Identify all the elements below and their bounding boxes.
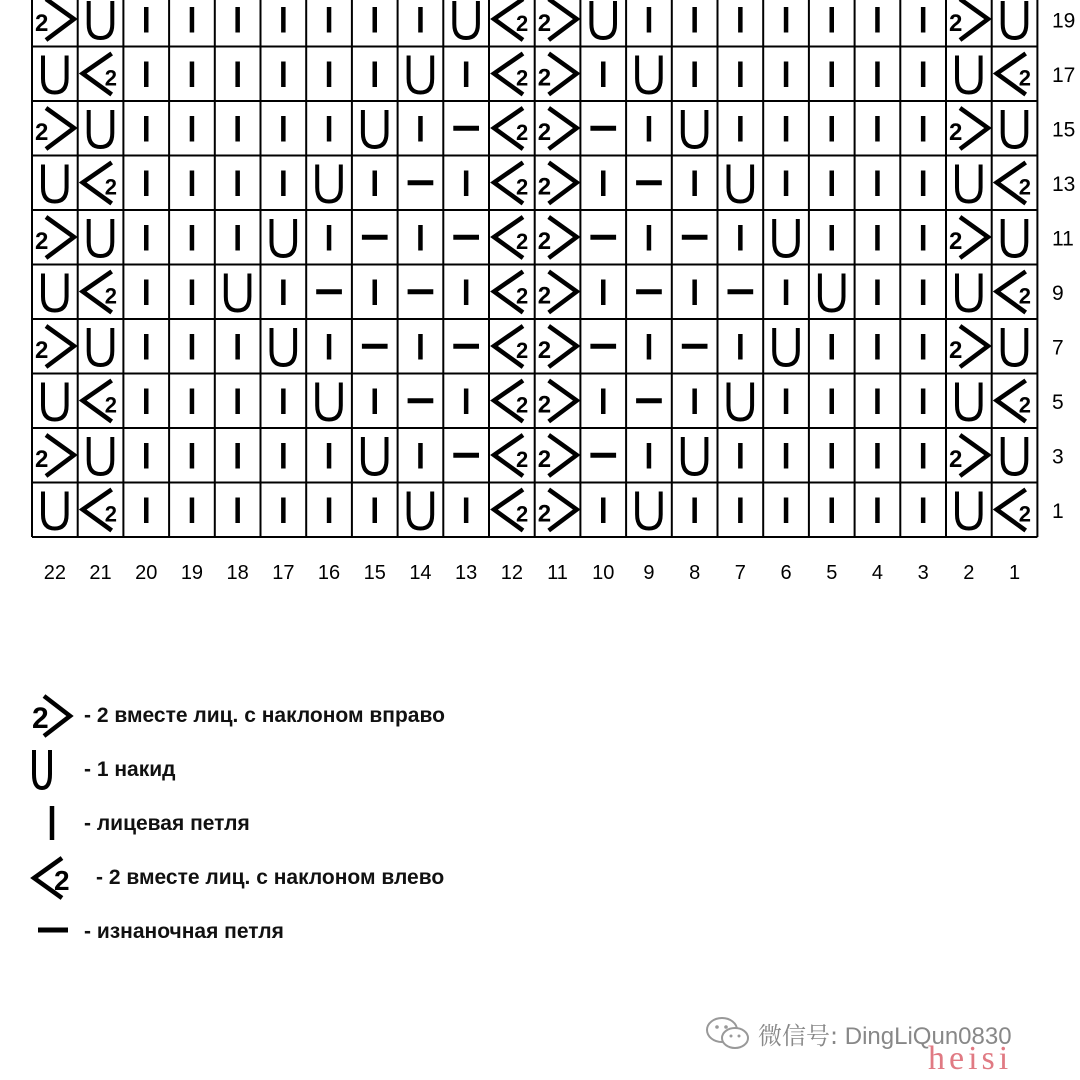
yarn-over-stroke [637, 492, 661, 529]
left-slant-dec-icon [83, 163, 117, 204]
right-slant-dec-icon [35, 435, 74, 476]
legend [28, 690, 728, 960]
right-slant-stroke [960, 217, 988, 258]
column-label: 7 [734, 562, 746, 584]
yarn-over-stroke [683, 110, 707, 147]
yarn-over-icon [957, 165, 981, 202]
yarn-over-icon [957, 492, 981, 529]
column-label: 8 [689, 562, 701, 584]
decrease-digit: 2 [35, 119, 49, 146]
right-slant-dec-icon [35, 326, 74, 367]
legend-item [28, 906, 728, 960]
yarn-over-stroke [957, 492, 981, 529]
left-slant-dec-icon [83, 54, 117, 95]
column-label: 9 [643, 562, 655, 584]
yarn-over-stroke [89, 219, 113, 256]
column-label: 11 [547, 562, 568, 584]
right-slant-stroke [960, 0, 988, 40]
decrease-digit: 2 [516, 120, 529, 145]
decrease-digit: 2 [104, 283, 117, 309]
yarn-over-icon [272, 219, 296, 256]
right-slant-dec-icon [538, 217, 577, 258]
yarn-over-icon [820, 274, 844, 311]
row-label: 1 [1052, 499, 1064, 523]
yarn-over-stroke [226, 274, 250, 311]
yarn-over-stroke [729, 383, 753, 420]
left-slant-dec-icon [494, 435, 528, 476]
yarn-over-icon [1003, 110, 1027, 147]
column-label: 12 [500, 562, 523, 584]
yarn-over-stroke [957, 56, 981, 93]
row-label: 3 [1052, 445, 1064, 469]
yarn-over-icon [637, 56, 661, 93]
yarn-over-stroke [363, 110, 387, 147]
right-slant-stroke [549, 381, 577, 422]
right-slant-stroke [549, 163, 577, 204]
right-slant-stroke [549, 326, 577, 367]
right-slant-stroke [46, 108, 74, 149]
yarn-over-stroke [591, 1, 615, 38]
right-slant-stroke [549, 54, 577, 95]
legend-label: - 1 накид [84, 758, 176, 781]
yarn-over-stroke [43, 165, 67, 202]
yarn-over-icon [1003, 219, 1027, 256]
yarn-over-icon [28, 744, 78, 794]
column-label: 5 [826, 562, 838, 584]
row-label: 15 [1052, 118, 1076, 142]
decrease-digit: 2 [949, 10, 963, 37]
right-slant-dec-icon [35, 217, 74, 258]
yarn-over-stroke [1003, 437, 1027, 474]
yarn-over-icon [683, 110, 707, 147]
yarn-over-icon [43, 56, 67, 93]
yarn-over-icon [683, 437, 707, 474]
yarn-over-stroke [957, 274, 981, 311]
decrease-digit: 2 [516, 447, 529, 472]
yarn-over-stroke [454, 1, 478, 38]
watermark-signature: heisi [928, 1040, 1013, 1077]
right-slant-stroke [549, 108, 577, 149]
yarn-over-icon [409, 492, 433, 529]
decrease-digit: 2 [516, 338, 529, 363]
yarn-over-stroke [1003, 219, 1027, 256]
legend-item [28, 744, 728, 798]
yarn-over-icon [43, 165, 67, 202]
right-slant-stroke [549, 217, 577, 258]
left-slant-dec-icon [83, 272, 117, 313]
decrease-digit: 2 [104, 501, 117, 527]
left-slant-dec-icon [494, 0, 528, 40]
left-slant-dec-icon [997, 381, 1031, 422]
decrease-digit: 2 [537, 228, 552, 255]
yarn-over-stroke [683, 437, 707, 474]
decrease-digit: 2 [516, 11, 529, 36]
right-slant-stroke [960, 435, 988, 476]
right-slant-dec-icon [949, 108, 988, 149]
legend-item [28, 690, 728, 744]
right-slant-stroke [46, 217, 74, 258]
column-label: 3 [917, 562, 929, 584]
decrease-digit: 2 [516, 501, 529, 527]
yarn-over-icon [454, 1, 478, 38]
row-label: 17 [1052, 63, 1076, 87]
watermark [700, 1010, 1070, 1077]
decrease-digit: 2 [1018, 392, 1031, 418]
yarn-over-icon [89, 1, 113, 38]
left-slant-dec-icon [83, 381, 117, 422]
decrease-digit: 2 [1018, 65, 1031, 91]
row-label: 13 [1052, 172, 1076, 196]
yarn-over-stroke [89, 110, 113, 147]
right-slant-dec-icon [949, 0, 988, 40]
decrease-digit: 2 [1018, 174, 1031, 200]
yarn-over-icon [363, 437, 387, 474]
decrease-digit: 2 [516, 229, 529, 254]
decrease-digit: 2 [104, 174, 117, 200]
left-slant-dec-icon [494, 54, 528, 95]
decrease-digit: 2 [537, 391, 552, 419]
column-label: 15 [363, 562, 386, 584]
right-slant-stroke [549, 435, 577, 476]
left-slant-dec-icon [997, 163, 1031, 204]
right-slant-dec-icon [538, 272, 577, 313]
left-slant-dec-icon [997, 272, 1031, 313]
column-label: 4 [871, 562, 884, 584]
yarn-over-stroke [89, 1, 113, 38]
row-label: 19 [1052, 9, 1076, 33]
right-slant-stroke [549, 490, 577, 531]
yarn-over-stroke [43, 56, 67, 93]
chart-grid [32, 0, 1037, 537]
right-slant-stroke [549, 0, 577, 40]
yarn-over-icon [729, 383, 753, 420]
yarn-over-icon [89, 437, 113, 474]
legend-item [28, 798, 728, 852]
right-slant-dec-icon [538, 326, 577, 367]
right-slant-dec-icon [35, 108, 74, 149]
left-slant-dec-icon [494, 490, 528, 531]
yarn-over-icon [957, 56, 981, 93]
right-slant-dec-icon [949, 435, 988, 476]
yarn-over-icon [1003, 437, 1027, 474]
decrease-digit: 2 [537, 446, 552, 473]
column-label: 2 [963, 562, 975, 584]
yarn-over-stroke [363, 437, 387, 474]
yarn-over-stroke [1003, 1, 1027, 38]
knit-icon [28, 798, 78, 848]
decrease-digit: 2 [516, 283, 529, 309]
yarn-over-stroke [43, 492, 67, 529]
yarn-over-stroke [774, 328, 798, 365]
decrease-digit: 2 [516, 65, 529, 91]
left-slant-dec-icon [494, 163, 528, 204]
decrease-digit: 2 [537, 64, 552, 92]
yarn-over-stroke [43, 383, 67, 420]
column-label: 10 [592, 562, 615, 584]
legend-label: - изнаночная петля [84, 920, 284, 943]
yarn-over-icon [957, 274, 981, 311]
svg-text:2: 2 [32, 702, 49, 735]
yarn-over-icon [957, 383, 981, 420]
yarn-over-stroke [43, 274, 67, 311]
decrease-digit: 2 [1018, 283, 1031, 309]
legend-label: - 2 вместе лиц. с наклоном вправо [84, 704, 445, 727]
column-label: 19 [180, 562, 204, 584]
watermark-label: 微信号: [758, 1022, 839, 1050]
yarn-over-stroke [317, 383, 341, 420]
right-slant-dec-icon [538, 381, 577, 422]
yarn-over-icon [591, 1, 615, 38]
right-slant-dec-icon [35, 0, 74, 40]
decrease-digit: 2 [537, 500, 552, 528]
wechat-icon [704, 1014, 752, 1052]
yarn-over-icon [1003, 328, 1027, 365]
left-slant-dec-icon [494, 272, 528, 313]
legend-item [28, 852, 728, 906]
decrease-digit: 2 [949, 119, 963, 146]
yarn-over-stroke [774, 219, 798, 256]
yarn-over-icon [409, 56, 433, 93]
right-slant-stroke [549, 272, 577, 313]
right-slant-dec-icon [949, 217, 988, 258]
right-slant-stroke [46, 326, 74, 367]
column-label: 20 [135, 562, 158, 584]
right-slant-stroke [960, 326, 988, 367]
right-slant-stroke [46, 435, 74, 476]
decrease-digit: 2 [1018, 501, 1031, 527]
decrease-digit: 2 [104, 392, 117, 418]
column-label: 22 [43, 562, 66, 584]
decrease-digit: 2 [104, 65, 117, 91]
decrease-digit: 2 [35, 10, 49, 37]
right-slant-dec-icon [949, 326, 988, 367]
yarn-over-stroke [272, 328, 296, 365]
right-slant-dec-icon [538, 108, 577, 149]
left-slant-dec-icon [997, 490, 1031, 531]
yarn-over-icon [363, 110, 387, 147]
left-slant-dec-icon [83, 490, 117, 531]
svg-text:2: 2 [54, 865, 70, 896]
decrease-digit: 2 [537, 173, 552, 201]
yarn-over-stroke [1003, 110, 1027, 147]
column-label: 1 [1008, 562, 1021, 584]
yarn-over-icon [317, 165, 341, 202]
row-label: 9 [1052, 281, 1064, 305]
yarn-over-stroke [317, 165, 341, 202]
yarn-over-stroke [957, 383, 981, 420]
yarn-over-icon [729, 165, 753, 202]
column-label: 13 [455, 562, 478, 584]
yarn-over-stroke [957, 165, 981, 202]
legend-label: - лицевая петля [84, 812, 250, 835]
row-label: 7 [1052, 336, 1064, 360]
decrease-digit: 2 [949, 228, 963, 255]
left-slant-dec-icon [997, 54, 1031, 95]
yarn-over-icon [272, 328, 296, 365]
yarn-over-icon [317, 383, 341, 420]
yarn-over-icon [43, 492, 67, 529]
yarn-over-icon [89, 328, 113, 365]
column-label: 6 [780, 562, 792, 584]
decrease-digit: 2 [949, 337, 963, 364]
legend-label: - 2 вместе лиц. с наклоном влево [96, 866, 445, 889]
decrease-digit: 2 [537, 10, 552, 37]
yarn-over-stroke [409, 492, 433, 529]
yarn-over-stroke [1003, 328, 1027, 365]
left-slant-dec-icon [494, 108, 528, 149]
right-slant-stroke [46, 0, 74, 40]
yarn-over-icon [43, 383, 67, 420]
left-slant-dec-icon [494, 381, 528, 422]
column-label: 14 [409, 562, 432, 584]
right-slant-stroke [960, 108, 988, 149]
decrease-digit: 2 [516, 174, 529, 200]
column-label: 16 [317, 562, 341, 584]
decrease-digit: 2 [537, 119, 552, 146]
yarn-over-icon [43, 274, 67, 311]
watermark-account: DingLiQun0830 [838, 1023, 1012, 1050]
yarn-over-icon [774, 219, 798, 256]
column-label: 21 [89, 562, 112, 584]
right-slant-dec-icon [538, 435, 577, 476]
right-slant-dec-icon [538, 490, 577, 531]
yarn-over-icon [226, 274, 250, 311]
row-label: 5 [1052, 390, 1064, 414]
decrease-digit: 2 [35, 228, 49, 255]
purl-icon [28, 906, 78, 956]
right-slant-dec-icon [538, 0, 577, 40]
yarn-over-stroke [637, 56, 661, 93]
yarn-over-stroke [89, 437, 113, 474]
column-label: 18 [226, 562, 249, 584]
row-label: 11 [1052, 227, 1074, 251]
left-slant-dec-icon [494, 217, 528, 258]
yarn-over-stroke [729, 165, 753, 202]
right-slant-dec-icon [538, 163, 577, 204]
column-label: 17 [272, 562, 295, 584]
yarn-over-icon [1003, 1, 1027, 38]
yarn-over-icon [774, 328, 798, 365]
yarn-over-icon [89, 110, 113, 147]
left-slant-dec-icon [494, 326, 528, 367]
yarn-over-icon [89, 219, 113, 256]
yarn-over-stroke [272, 219, 296, 256]
yarn-over-icon [637, 492, 661, 529]
decrease-digit: 2 [516, 392, 529, 418]
decrease-digit: 2 [35, 337, 49, 364]
left-slant-dec-icon [28, 852, 78, 902]
yarn-over-stroke [89, 328, 113, 365]
decrease-digit: 2 [537, 282, 552, 310]
yarn-over-stroke [409, 56, 433, 93]
decrease-digit: 2 [949, 446, 963, 473]
yarn-over-stroke [820, 274, 844, 311]
right-slant-dec-icon [538, 54, 577, 95]
decrease-digit: 2 [35, 446, 49, 473]
decrease-digit: 2 [537, 337, 552, 364]
right-slant-dec-icon [28, 690, 78, 740]
